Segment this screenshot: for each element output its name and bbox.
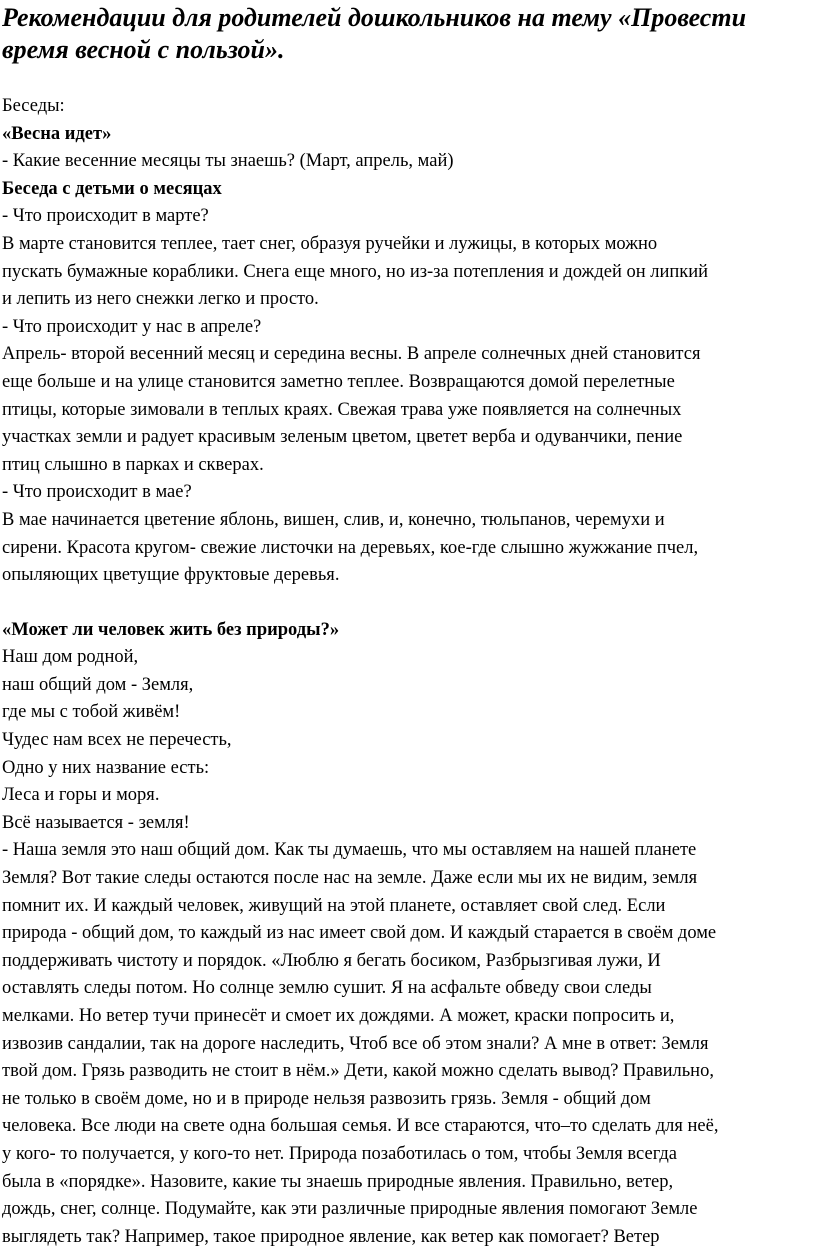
text-line: - Какие весенние месяцы ты знаешь? (Март, апрель, май) (2, 151, 454, 172)
text-line: еще больше и на улице становится заметно теплее. Возвращаются домой перелетные (2, 371, 675, 392)
text-line: Апрель- второй весенний месяц и середина весны. В апреле солнечных дней становится (2, 344, 701, 365)
text-line: - Что происходит в марте? (2, 206, 209, 227)
paragraph-block (2, 148, 802, 176)
text-line: мелками. Но ветер тучи принесёт и смоет их дождями. А может, краски попросить и, (2, 1006, 675, 1026)
text-line: участках земли и радует красивым зеленым цветом, цветет верба и одуванчики, пение (2, 427, 683, 448)
section-heading: «Может ли человек жить без природы?» (2, 619, 340, 640)
title-line-2: время весной с пользой». (2, 35, 285, 64)
text-line: дождь, снег, солнце. Подумайте, как эти различные природные явления помогают Земле (2, 1199, 698, 1220)
subheading: Беседа с детьми о месяцах (2, 178, 222, 199)
paragraph-block (2, 644, 802, 1251)
spacer (2, 66, 802, 93)
text-line: Земля? Вот такие следы остаются после нас на земле. Даже если мы их не видим, земля (2, 868, 698, 889)
text-line: твой дом. Грязь разводить не стоит в нём.» Дети, какой можно сделать вывод? Правильно, (2, 1061, 714, 1082)
text-line: пускать бумажные кораблики. Снега еще много, но из-за потепления и дождей он липкий (2, 261, 709, 282)
text-line: наш общий дом - Земля, (2, 674, 194, 695)
spacer (2, 590, 802, 617)
text-line: сирени. Красота кругом- свежие листочки на деревьях, кое-где слышно жужжание пчел, (2, 537, 699, 558)
text-line: не только в своём доме, но и в природе нельзя развозить грязь. Земля - общий дом (2, 1088, 651, 1109)
text-line: Одно у них название есть: (2, 757, 210, 778)
section-nature (2, 617, 802, 1252)
text-line: птицы, которые зимовали в теплых краях. Свежая трава уже появляется на солнечных (2, 399, 682, 420)
section-label: Беседы: (2, 96, 65, 116)
text-line: птиц слышно в парках и скверах. (2, 454, 264, 475)
text-line: опыляющих цветущие фруктовые деревья. (2, 565, 340, 586)
text-line: Леса и горы и моря. (2, 785, 160, 806)
text-line: Чудес нам всех не перечесть, (2, 730, 232, 751)
section-heading: «Весна идет» (2, 123, 112, 144)
text-line: была в «порядке». Назовите, какие ты знаешь природные явления. Правильно, ветер, (2, 1171, 674, 1192)
text-line: Наш дом родной, (2, 647, 139, 668)
text-line: выглядеть так? Например, такое природное явление, как ветер как помогает? Ветер (2, 1226, 660, 1247)
text-line: природа - общий дом, то каждый из нас имеет свой дом. И каждый старается в своём доме (2, 923, 717, 944)
text-line: извозив сандалии, так на дороге наследить, Чтоб все об этом знали? А мне в ответ: Земля (2, 1033, 709, 1054)
text-line: - Что происходит в мае? (2, 482, 192, 503)
text-line: у кого- то получается, у кого-то нет. Природа позаботилась о том, чтобы Земля всегда (2, 1143, 677, 1164)
text-line: - Что происходит у нас в апреле? (2, 316, 262, 337)
title-line-1: Рекомендации для родителей дошкольников на тему «Провести (2, 3, 747, 32)
text-line: поддерживать чистоту и порядок. «Люблю я бегать босиком, Разбрызгивая лужи, И (2, 950, 661, 971)
text-line: Всё называется - земля! (2, 812, 190, 833)
page-title (2, 2, 802, 66)
text-line: человека. Все люди на свете одна большая семья. И все стараются, что–то сделать для неё, (2, 1116, 719, 1137)
text-line: - Наша земля это наш общий дом. Как ты думаешь, что мы оставляем на нашей планете (2, 840, 697, 861)
text-line: оставлять следы потом. Но солнце землю сушит. Я на асфальте обведу свои следы (2, 978, 652, 999)
text-line: В мае начинается цветение яблонь, вишен, слив, и, конечно, тюльпанов, черемухи и (2, 509, 665, 530)
text-line: и лепить из него снежки легко и просто. (2, 289, 319, 310)
text-line: где мы с тобой живём! (2, 702, 181, 723)
text-line: помнит их. И каждый человек, живущий на этой планете, оставляет свой след. Если (2, 895, 666, 916)
text-line: В марте становится теплее, тает снег, образуя ручейки и лужицы, в которых можно (2, 233, 658, 254)
paragraph-block (2, 203, 802, 589)
section-conversations (2, 93, 802, 590)
